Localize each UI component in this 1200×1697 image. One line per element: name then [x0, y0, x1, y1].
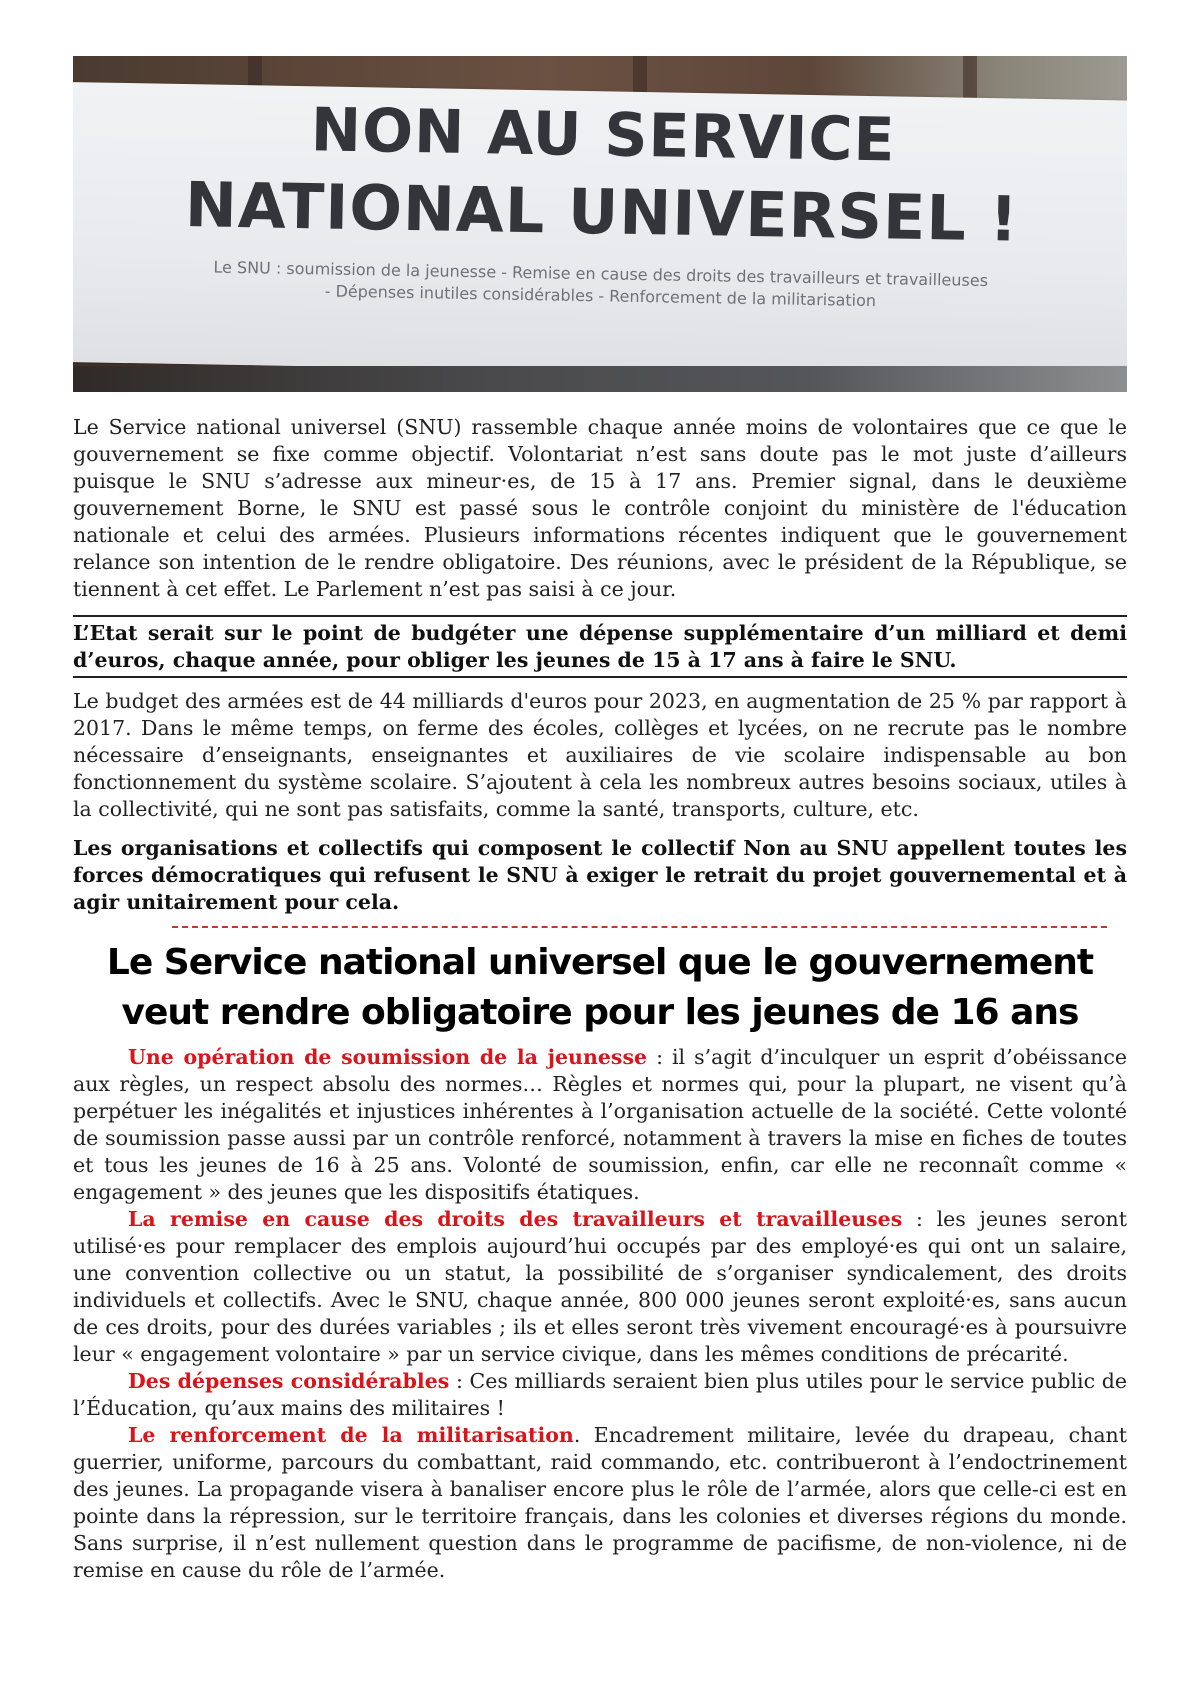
army-budget-paragraph: Le budget des armées est de 44 milliards d'euros pour 2023, en augmentation de 25 % par rapport à 2017. Dans le même temps, on ferme des écoles, collèges et lycées, on ne recrute pas le nombre nécessaire d’enseignants, enseignantes et auxiliaires de vie scolaire indispensable au bon fonctionnement du système scolaire. S’ajoutent à cela les nombreux autres besoins sociaux, utiles à la collectivité, qui ne sont pas satisfaits, comme la santé, transports, culture, etc.	[73, 689, 1127, 821]
argument-text: : il s’agit d’inculquer un esprit d’obéissance aux règles, un respect absolu des normes… Règles et normes qui, pour la plupart, ne visent qu’à perpétuer les inégalités et injustices inhérentes à l’organisation actuelle de la société. Cette volonté de soumission passe aussi par un contrôle renforcé, notamment à travers la mise en fiches de toutes et tous les jeunes de 16 à 25 ans. Volonté de soumission, enfin, car elle ne reconnaît comme « engagement » des jeunes que les dispositifs étatiques.	[73, 1045, 1128, 1204]
argument-text: : les jeunes seront utilisé·es pour remplacer des emplois aujourd’hui occupés par des employé·es qui ont un salaire, une convention collective ou un statut, la possibilité de s’organiser syndicalement, des droits individuels et collectifs. Avec le SNU, chaque année, 800 000 jeunes seront exploité·es, sans aucun de ces droits, pour des durées variables ; ils et elles seront très vivement encouragé·es à poursuivre leur « engagement volontaire » par un service civique, dans les mêmes conditions de précarité.	[73, 1207, 1127, 1366]
argument-text: : Ces milliards seraient bien plus utiles pour le service public de l’Éducation, qu’aux mains des militaires !	[73, 1369, 1127, 1420]
protest-banner	[73, 82, 1127, 381]
budget-callout: L’Etat serait sur le point de budgéter une dépense supplémentaire d’un milliard et demi d’euros, chaque année, pour obliger les jeunes de 15 à 17 ans à faire le SNU.	[73, 615, 1127, 678]
banner-title-line1: NON AU SERVICE	[310, 95, 897, 176]
argument-title: Des dépenses considérables	[128, 1369, 450, 1393]
argument-title: La remise en cause des droits des travailleurs et travailleuses	[128, 1207, 903, 1231]
argument-text: . Encadrement militaire, levée du drapeau, chant guerrier, uniforme, parcours du combattant, raid commando, etc. contribueront à l’endoctrinement des jeunes. La propagande visera à banaliser encore plus le rôle de l’armée, alors que celle-ci est en pointe dans la répression, sur le territoire français, dans les colonies et diverses régions du monde. Sans surprise, il n’est nullement question dans le programme de pacifisme, de non-violence, ni de remise en cause du rôle de l’armée.	[73, 1423, 1127, 1582]
banner-title-line2: NATIONAL UNIVERSEL !	[184, 168, 1020, 256]
argument-submission	[73, 1044, 1127, 1206]
banner-subtitle-line1: Le SNU : soumission de la jeunesse - Remise en cause des droits des travailleurs et travailleuses	[213, 257, 989, 291]
intro-paragraph: Le Service national universel (SNU) rassemble chaque année moins de volontaires que ce que le gouvernement se fixe comme objectif. Volontariat n’est sans doute pas le mot juste d’ailleurs puisque le SNU s’adresse aux mineur·es, de 15 à 17 ans. Premier signal, dans le deuxième gouvernement Borne, le SNU est passé sous le contrôle conjoint du ministère de l'éducation nationale et celui des armées. Plusieurs informations récentes indiquent que le gouvernement relance son intention de le rendre obligatoire. Des réunions, avec le président de la République, se tiennent à cet effet. Le Parlement n’est pas saisi à ce jour.	[73, 415, 1127, 601]
section-headline	[61, 938, 1139, 1038]
call-to-action-paragraph: Les organisations et collectifs qui composent le collectif Non au SNU appellent toutes les forces démocratiques qui refusent le SNU à exiger le retrait du projet gouvernemental et à agir unitairement pour cela.	[73, 836, 1127, 914]
arguments-list	[73, 1044, 1127, 1584]
argument-workers-rights	[73, 1206, 1127, 1368]
argument-militarisation	[73, 1422, 1127, 1584]
headline-line1: Le Service national universel que le gouvernement	[106, 942, 1094, 983]
dashed-divider	[172, 926, 1107, 928]
argument-title: Le renforcement de la militarisation	[128, 1423, 574, 1447]
headline-line2: veut rendre obligatoire pour les jeunes de 16 ans	[121, 992, 1079, 1033]
banner-photo	[73, 56, 1127, 392]
argument-title: Une opération de soumission de la jeunesse	[128, 1045, 648, 1069]
banner-subtitle-line2: - Dépenses inutiles considérables - Renforcement de la militarisation	[324, 281, 877, 311]
argument-spending	[73, 1368, 1127, 1422]
banner-photo-bottom	[73, 366, 1127, 392]
